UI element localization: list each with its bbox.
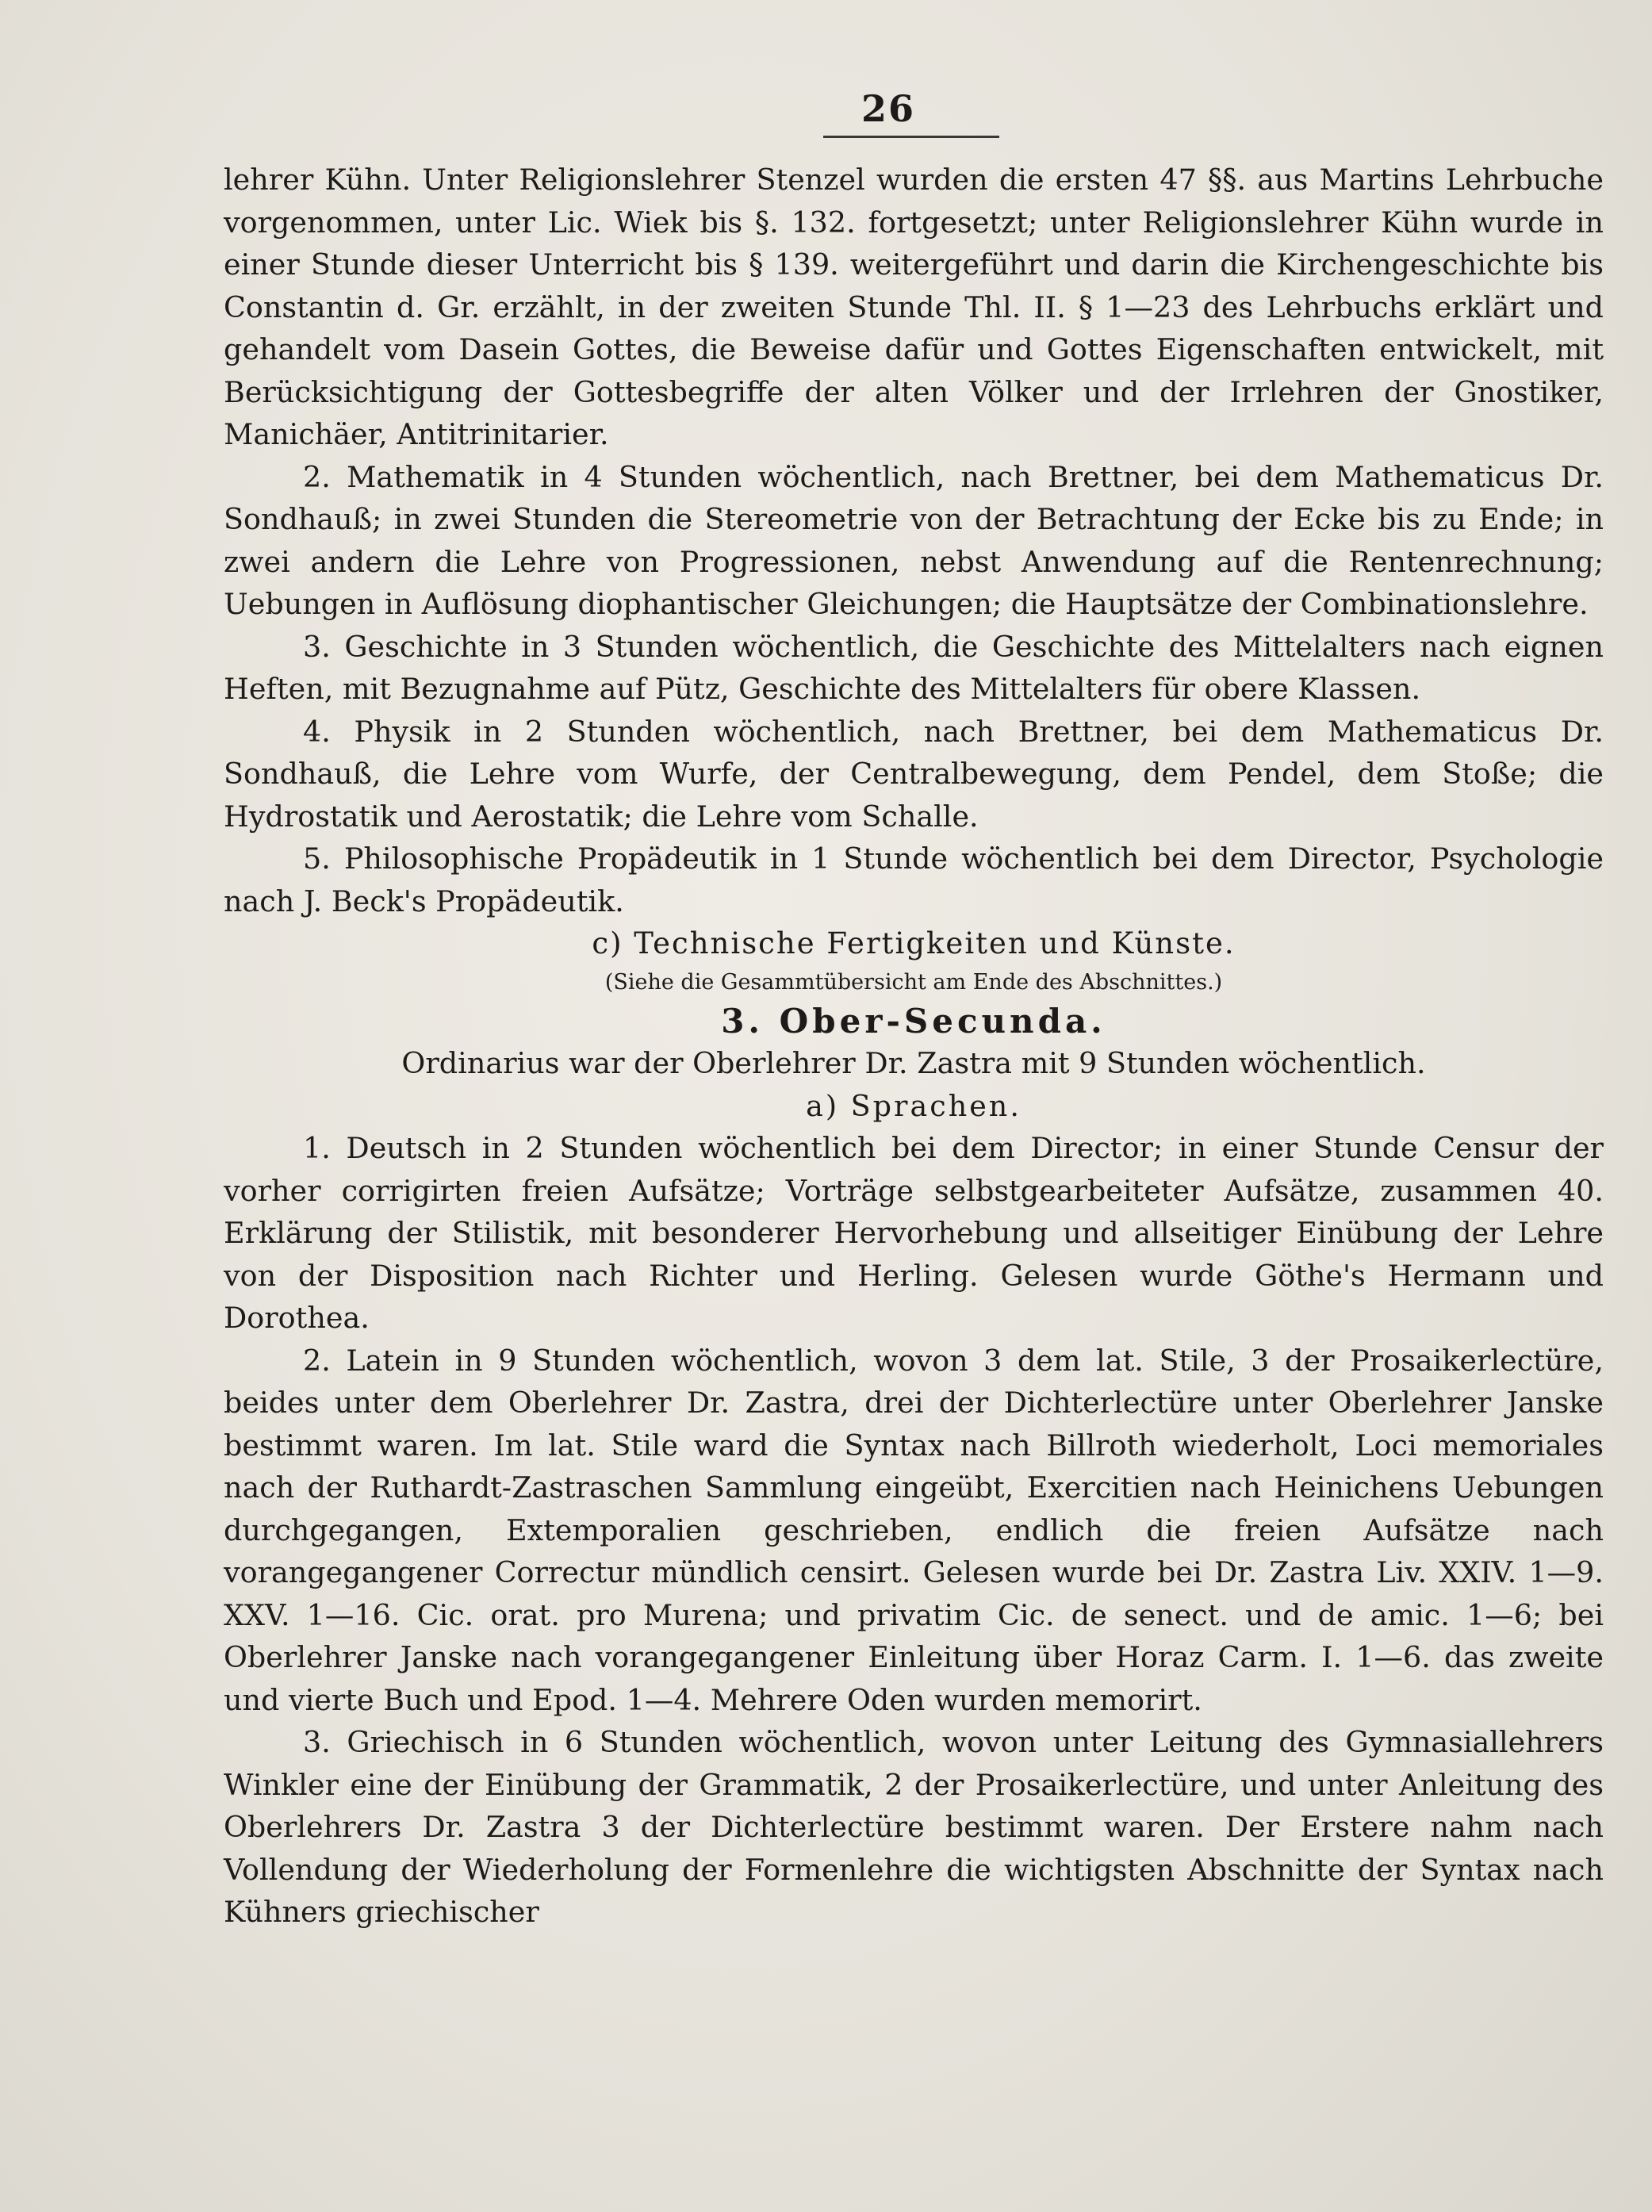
paragraph-religion-continued: lehrer Kühn. Unter Religionslehrer Stenzel wurden die ersten 47 §§. aus Martins Lehrbuche vorgenommen, unter Lic. Wiek bis §. 132. fortgesetzt; unter Religionslehrer Kühn wurde in einer Stunde dieser Unterricht bis § 139. weitergeführt und darin die Kirchengeschichte bis Constantin d. Gr. erzählt, in der zweiten Stunde Thl. II. § 1—23 des Lehrbuchs erklärt und gehandelt vom Dasein Gottes, die Beweise dafür und Gottes Eigenschaften entwickelt, mit Berücksichtigung der Gottesbegriffe der alten Völker und der Irrlehren der Gnostiker, Manichäer, Antitrinitarier. bbox=[224, 163, 1604, 451]
heading-sprachen: a) Sprachen. bbox=[806, 1088, 1021, 1123]
heading-note: (Siehe die Gesammtübersicht am Ende des Abschnittes.) bbox=[604, 969, 1223, 995]
ordinarius-line: Ordinarius war der Oberlehrer Dr. Zastra mit 9 Stunden wöchentlich. bbox=[401, 1046, 1426, 1080]
header-rule bbox=[823, 136, 999, 138]
paragraph-deutsch: 1. Deutsch in 2 Stunden wöchentlich bei dem Director; in einer Stunde Censur der vorher corrigirten freien Aufsätze; Vorträge selbstgearbeiteter Aufsätze, zusammen 40. Erklärung der Stilistik, mit besonderer Hervorhebung und allseitiger Einübung der Lehre von der Disposition nach Richter und Herling. Gelesen wurde Göthe's Hermann und Dorothea. bbox=[224, 1131, 1604, 1335]
paragraph-mathematik: 2. Mathematik in 4 Stunden wöchentlich, nach Brettner, bei dem Mathematicus Dr. Sondhauß; in zwei Stunden die Stereometrie von der Betrachtung der Ecke bis zu Ende; in zwei andern die Lehre von Progressionen, nebst Anwendung auf die Rentenrechnung; Uebungen in Auflösung diophantischer Gleichungen; die Hauptsätze der Combinationslehre. bbox=[224, 459, 1604, 621]
paragraph-philosophie: 5. Philosophische Propädeutik in 1 Stunde wöchentlich bei dem Director, Psychologie nach J. Beck's Propädeutik. bbox=[224, 841, 1604, 918]
paragraph-latein: 2. Latein in 9 Stunden wöchentlich, wovon 3 dem lat. Stile, 3 der Prosaikerlectüre, beides unter dem Oberlehrer Dr. Zastra, drei der Dichterlectüre unter Oberlehrer Janske bestimmt waren. Im lat. Stile ward die Syntax nach Billroth wiederholt, Loci memoriales nach der Ruthardt-Zastraschen Sammlung eingeübt, Exercitien nach Heinichens Uebungen durchgegangen, Extemporalien geschrieben, endlich die freien Aufsätze nach vorangegangener Correctur mündlich censirt. Gelesen wurde bei Dr. Zastra Liv. XXIV. 1—9. XXV. 1—16. Cic. orat. pro Murena; und privatim Cic. de senect. und de amic. 1—6; bei Oberlehrer Janske nach vorangegangener Einleitung über Horaz Carm. I. 1—6. das zweite und vierte Buch und Epod. 1—4. Mehrere Oden wurden memorirt. bbox=[224, 1343, 1604, 1717]
page-number: 26 bbox=[860, 87, 915, 130]
paragraph-griechisch: 3. Griechisch in 6 Stunden wöchentlich, wovon unter Leitung des Gymnasiallehrers Winkler eine der Einübung der Grammatik, 2 der Prosaikerlectüre, und unter Anleitung des Oberlehrers Dr. Zastra 3 der Dichterlectüre bestimmt waren. Der Erstere nahm nach Vollendung der Wiederholung der Formenlehre die wichtigsten Abschnitte der Syntax nach Kühners griechischer bbox=[224, 1725, 1604, 1929]
page-body bbox=[224, 159, 1604, 1934]
paragraph-physik: 4. Physik in 2 Stunden wöchentlich, nach Brettner, bei dem Mathematicus Dr. Sondhauß, die Lehre vom Wurfe, der Centralbewegung, dem Pendel, dem Stoße; die Hydrostatik und Aerostatik; die Lehre vom Schalle. bbox=[224, 714, 1604, 834]
heading-technische-fertigkeiten: c) Technische Fertigkeiten und Künste. bbox=[592, 926, 1236, 960]
paragraph-geschichte: 3. Geschichte in 3 Stunden wöchentlich, die Geschichte des Mittelalters nach eignen Heften, mit Bezugnahme auf Pütz, Geschichte des Mittelalters für obere Klassen. bbox=[224, 629, 1604, 706]
section-title-ober-secunda: 3. Ober-Secunda. bbox=[721, 1001, 1106, 1041]
